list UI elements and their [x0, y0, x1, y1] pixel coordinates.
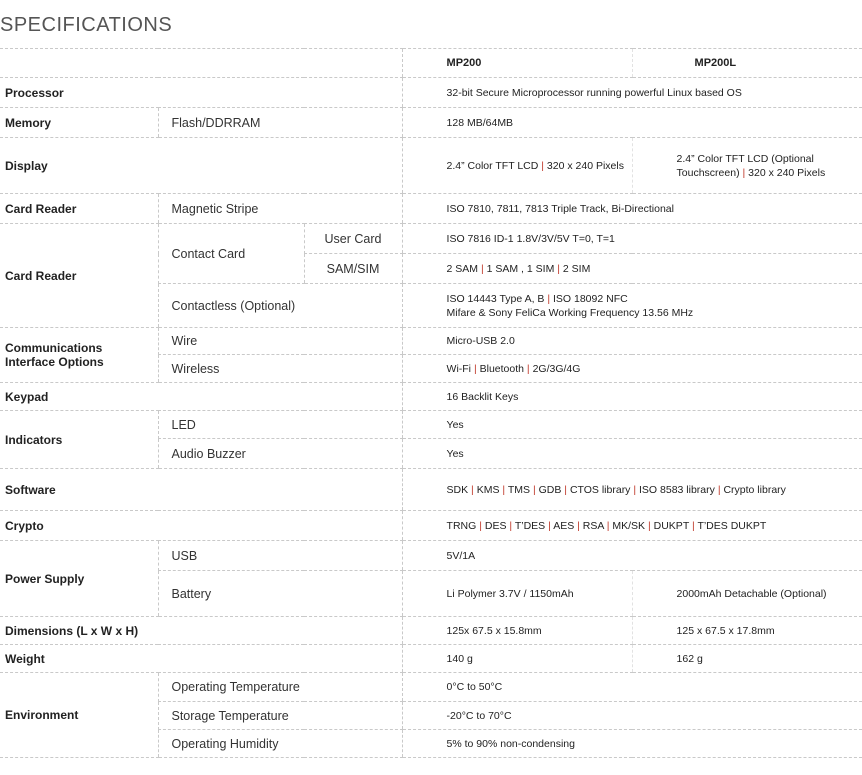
separator: | — [532, 483, 536, 496]
separator: | — [509, 519, 513, 532]
row-label: Card Reader — [0, 224, 158, 328]
separator: | — [541, 159, 544, 172]
row-sublabel: Magnetic Stripe — [158, 194, 402, 224]
row-sublabel: Contactless (Optional) — [158, 284, 402, 328]
row-label: Power Supply — [0, 541, 158, 617]
row-label: Dimensions (L x W x H) — [0, 617, 402, 645]
table-row — [0, 645, 862, 673]
value-part: GDB — [538, 483, 562, 496]
row-label: Weight — [0, 645, 402, 673]
label-line: Communications — [5, 341, 103, 355]
separator: | — [480, 262, 484, 275]
row-label: Memory — [0, 108, 158, 138]
row-value-mp200l: 162 g — [632, 645, 862, 673]
value-part: 2 SAM — [446, 262, 479, 275]
table-row — [0, 617, 862, 645]
row-label — [0, 328, 158, 383]
row-label: Keypad — [0, 383, 402, 411]
value-part: DES — [484, 519, 507, 532]
row-value: -20°C to 70°C — [402, 702, 862, 730]
value-part: TRNG — [446, 519, 477, 532]
row-value-mp200l — [632, 138, 862, 194]
row-sublabel: Audio Buzzer — [158, 439, 402, 469]
value-part: Wi-Fi — [446, 362, 472, 375]
value-part: Crypto library — [723, 483, 786, 496]
row-sublabel: Operating Temperature — [158, 673, 402, 702]
row-value — [402, 355, 862, 383]
separator: | — [577, 519, 580, 532]
table-row — [0, 383, 862, 411]
value-part: Mifare & Sony FeliCa Working Frequency 13.56 MHz — [446, 306, 694, 319]
row-sublabel: Flash/DDRRAM — [158, 108, 402, 138]
value-part: 2 SIM — [562, 262, 591, 275]
table-header-row — [0, 49, 862, 78]
value-part: ISO 18092 NFC — [552, 292, 628, 305]
table-row — [0, 541, 862, 571]
row-label: Crypto — [0, 511, 402, 541]
row-sublabel: Storage Temperature — [158, 702, 402, 730]
row-value — [402, 284, 862, 328]
header-mp200l: MP200L — [632, 49, 862, 78]
separator: | — [691, 519, 695, 532]
row-value: Yes — [402, 411, 862, 439]
row-label: Environment — [0, 673, 158, 758]
value-part: MK/SK — [612, 519, 646, 532]
value-part: ISO 14443 Type A, B — [446, 292, 545, 305]
row-value: 0°C to 50°C — [402, 673, 862, 702]
value-part: SDK — [446, 483, 469, 496]
page-title: SPECIFICATIONS — [0, 14, 173, 36]
row-value: 32-bit Secure Microprocessor running powerful Linux based OS — [402, 78, 862, 108]
separator: | — [717, 483, 721, 496]
separator: | — [557, 262, 560, 275]
value-part: 1 SAM , 1 SIM — [486, 262, 555, 275]
table-row — [0, 673, 862, 702]
table-row — [0, 411, 862, 439]
row-value-mp200: 125x 67.5 x 15.8mm — [402, 617, 632, 645]
table-row — [0, 469, 862, 511]
value-part: T’DES DUKPT — [697, 519, 767, 532]
row-value-mp200l: 2000mAh Detachable (Optional) — [632, 571, 862, 617]
separator: | — [606, 519, 610, 532]
specifications-table — [0, 48, 862, 758]
header-mp200: MP200 — [402, 49, 632, 78]
label-line: Interface Options — [5, 355, 104, 369]
value-part: 2.4” Color TFT LCD (Optional Touchscreen) — [676, 152, 814, 179]
value-part: 2.4” Color TFT LCD — [446, 159, 539, 172]
row-label: Display — [0, 138, 402, 194]
row-sublabel: Operating Humidity — [158, 730, 402, 758]
row-sublabel: USB — [158, 541, 402, 571]
row-value-mp200 — [402, 138, 632, 194]
row-value — [402, 254, 862, 284]
table-row — [0, 78, 862, 108]
value-part: KMS — [476, 483, 500, 496]
value-part: RSA — [582, 519, 604, 532]
row-value — [402, 511, 862, 541]
row-sublabel-2: SAM/SIM — [304, 254, 402, 284]
value-part: Bluetooth — [479, 362, 524, 375]
row-value-mp200: 140 g — [402, 645, 632, 673]
separator: | — [548, 519, 551, 532]
separator: | — [547, 292, 551, 305]
row-value: ISO 7810, 7811, 7813 Triple Track, Bi-Directional — [402, 194, 862, 224]
separator: | — [564, 483, 568, 496]
row-label: Software — [0, 469, 402, 511]
separator: | — [526, 362, 530, 375]
row-value — [402, 469, 862, 511]
table-row — [0, 194, 862, 224]
value-part: CTOS library — [569, 483, 631, 496]
row-label: Processor — [0, 78, 402, 108]
value-part: AES — [553, 519, 575, 532]
row-value: Yes — [402, 439, 862, 469]
value-part: TMS — [507, 483, 531, 496]
table-row — [0, 138, 862, 194]
row-sublabel: Contact Card — [158, 224, 304, 284]
separator: | — [647, 519, 651, 532]
row-value: ISO 7816 ID-1 1.8V/3V/5V T=0, T=1 — [402, 224, 862, 254]
value-part: DUKPT — [653, 519, 690, 532]
row-value-mp200l: 125 x 67.5 x 17.8mm — [632, 617, 862, 645]
row-value: 128 MB/64MB — [402, 108, 862, 138]
row-value: 5% to 90% non-condensing — [402, 730, 862, 758]
separator: | — [742, 166, 746, 179]
table-row — [0, 511, 862, 541]
row-value: Micro-USB 2.0 — [402, 328, 862, 355]
separator: | — [633, 483, 637, 496]
value-part: T’DES — [514, 519, 546, 532]
value-part: ISO 8583 library — [639, 483, 715, 496]
table-row — [0, 328, 862, 355]
separator: | — [471, 483, 474, 496]
row-value: 16 Backlit Keys — [402, 383, 862, 411]
row-value: 5V/1A — [402, 541, 862, 571]
separator: | — [479, 519, 482, 532]
table-row — [0, 108, 862, 138]
value-part: 2G/3G/4G — [532, 362, 581, 375]
row-sublabel: Battery — [158, 571, 402, 617]
value-part: 320 x 240 Pixels — [748, 166, 826, 179]
row-label: Indicators — [0, 411, 158, 469]
value-part: 320 x 240 Pixels — [546, 159, 624, 172]
row-sublabel-2: User Card — [304, 224, 402, 254]
row-value-mp200: Li Polymer 3.7V / 1150mAh — [402, 571, 632, 617]
row-sublabel: Wire — [158, 328, 402, 355]
row-sublabel: LED — [158, 411, 402, 439]
row-sublabel: Wireless — [158, 355, 402, 383]
table-row — [0, 224, 862, 254]
separator: | — [473, 362, 477, 375]
row-label: Card Reader — [0, 194, 158, 224]
separator: | — [502, 483, 506, 496]
